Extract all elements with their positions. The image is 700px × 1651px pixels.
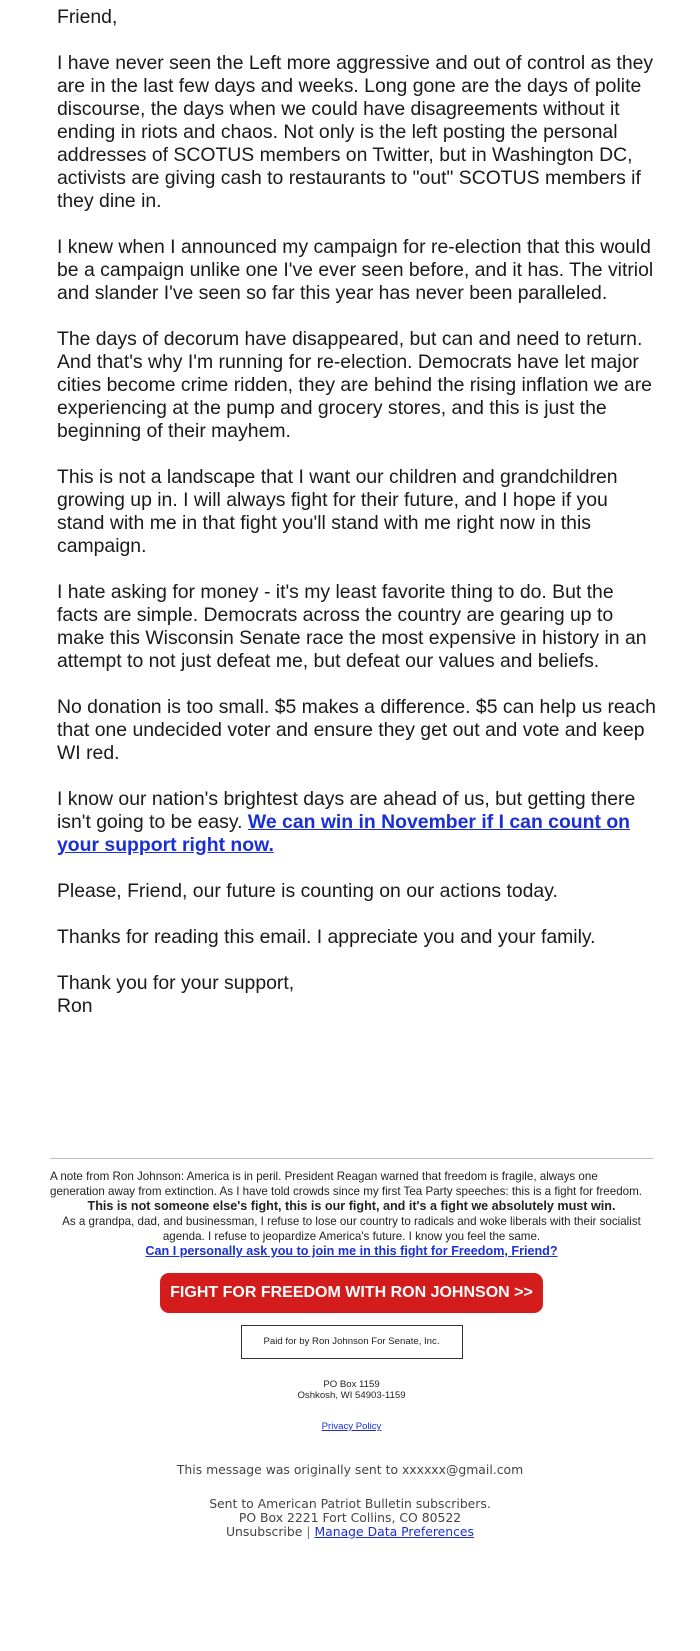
link-separator: | bbox=[306, 1524, 311, 1539]
note-grandpa: As a grandpa, dad, and businessman, I refuse to lose our country to radicals and woke liberals with their socialist agenda. I refuse to jeopardize America's future. I know you feel the same. bbox=[62, 1215, 641, 1243]
ask-link-row bbox=[50, 1244, 653, 1259]
letter-paragraph-2: I knew when I announced my campaign for re-election that this would be a campaign unlike one I've ever seen before, and it has. The vitriol and slander I've seen so far this year has never been paralleled. bbox=[57, 236, 654, 304]
letter-paragraph-7 bbox=[57, 788, 657, 857]
bulletin-footer bbox=[0, 1463, 700, 1539]
support-link[interactable]: We can win in November if I can count on your support right now. bbox=[57, 811, 631, 856]
letter-body bbox=[57, 6, 657, 1018]
letter-paragraph-1: I have never seen the Left more aggressive and out of control as they are in the last few days and weeks. Long gone are the days of polite discourse, the days when we could have disagreements without it ending in riots and chaos. Not only is the left posting the personal addresses of SCOTUS members on Twitter, but in Washington DC, activists are giving cash to restaurants to "out" SCOTUS members if they dine in. bbox=[57, 52, 654, 212]
letter-signature: Ron bbox=[57, 995, 93, 1017]
letter-paragraph-9: Thanks for reading this email. I appreciate you and your family. bbox=[57, 926, 596, 948]
originally-sent-text: This message was originally sent to xxxxxx@gmail.com bbox=[176, 1462, 524, 1477]
privacy-row bbox=[50, 1419, 653, 1434]
note-bold-statement: This is not someone else's fight, this is our fight, and it's a fight we absolutely must win. bbox=[87, 1199, 616, 1213]
note-intro: A note from Ron Johnson: America is in peril. President Reagan warned that freedom is fragile, always one generation away from extinction. As I have told crowds since my first Tea Party speeches: this is a fight for freedom. bbox=[50, 1170, 642, 1198]
letter-greeting: Friend, bbox=[57, 6, 118, 28]
cta-wrap bbox=[50, 1273, 653, 1313]
campaign-address bbox=[50, 1379, 653, 1401]
paid-for-box: Paid for by Ron Johnson For Senate, Inc. bbox=[241, 1325, 463, 1359]
letter-paragraph-4: This is not a landscape that I want our children and grandchildren growing up in. I will always fight for their future, and I hope if you stand with me in that fight you'll stand with me right now in this campaign. bbox=[57, 466, 618, 557]
letter-paragraph-5: I hate asking for money - it's my least favorite thing to do. But the facts are simple. Democrats across the country are gearing up to make this Wisconsin Senate race the most expensive in history in an attempt to not just defeat me, but defeat our values and beliefs. bbox=[57, 581, 647, 672]
ask-link[interactable]: Can I personally ask you to join me in this fight for Freedom, Friend? bbox=[145, 1244, 558, 1258]
letter-paragraph-7-text: I know our nation's brightest days are ahead of us, but getting there isn't going to be easy. bbox=[57, 788, 636, 833]
unsubscribe-link[interactable]: Unsubscribe bbox=[225, 1524, 303, 1539]
letter-paragraph-6: No donation is too small. $5 makes a difference. $5 can help us reach that one undecided voter and ensure they get out and vote and keep WI red. bbox=[57, 696, 656, 764]
bulletin-address: PO Box 2221 Fort Collins, CO 80522 bbox=[238, 1510, 462, 1525]
manage-data-preferences-link[interactable]: Manage Data Preferences bbox=[314, 1524, 475, 1539]
letter-paragraph-8: Please, Friend, our future is counting on our actions today. bbox=[57, 880, 558, 902]
fight-for-freedom-button[interactable]: FIGHT FOR FREEDOM WITH RON JOHNSON >> bbox=[160, 1273, 543, 1313]
campaign-address-line-1: PO Box 1159 bbox=[323, 1379, 380, 1390]
paid-for-wrap bbox=[50, 1325, 653, 1359]
campaign-address-line-2: Oshkosh, WI 54903-1159 bbox=[297, 1390, 406, 1401]
privacy-policy-link[interactable]: Privacy Policy bbox=[321, 1421, 382, 1432]
letter-paragraph-3: The days of decorum have disappeared, but can and need to return. And that's why I'm running for re-election. Democrats have let major cities become crime ridden, they are behind the rising inflation we are experiencing at the pump and grocery stores, and this is just the beginning of their mayhem. bbox=[57, 328, 652, 442]
footer-links bbox=[0, 1525, 700, 1539]
footer-note bbox=[50, 1158, 653, 1434]
sent-to-text: Sent to American Patriot Bulletin subscribers. bbox=[209, 1496, 491, 1511]
letter-signoff: Thank you for your support, bbox=[57, 972, 295, 994]
